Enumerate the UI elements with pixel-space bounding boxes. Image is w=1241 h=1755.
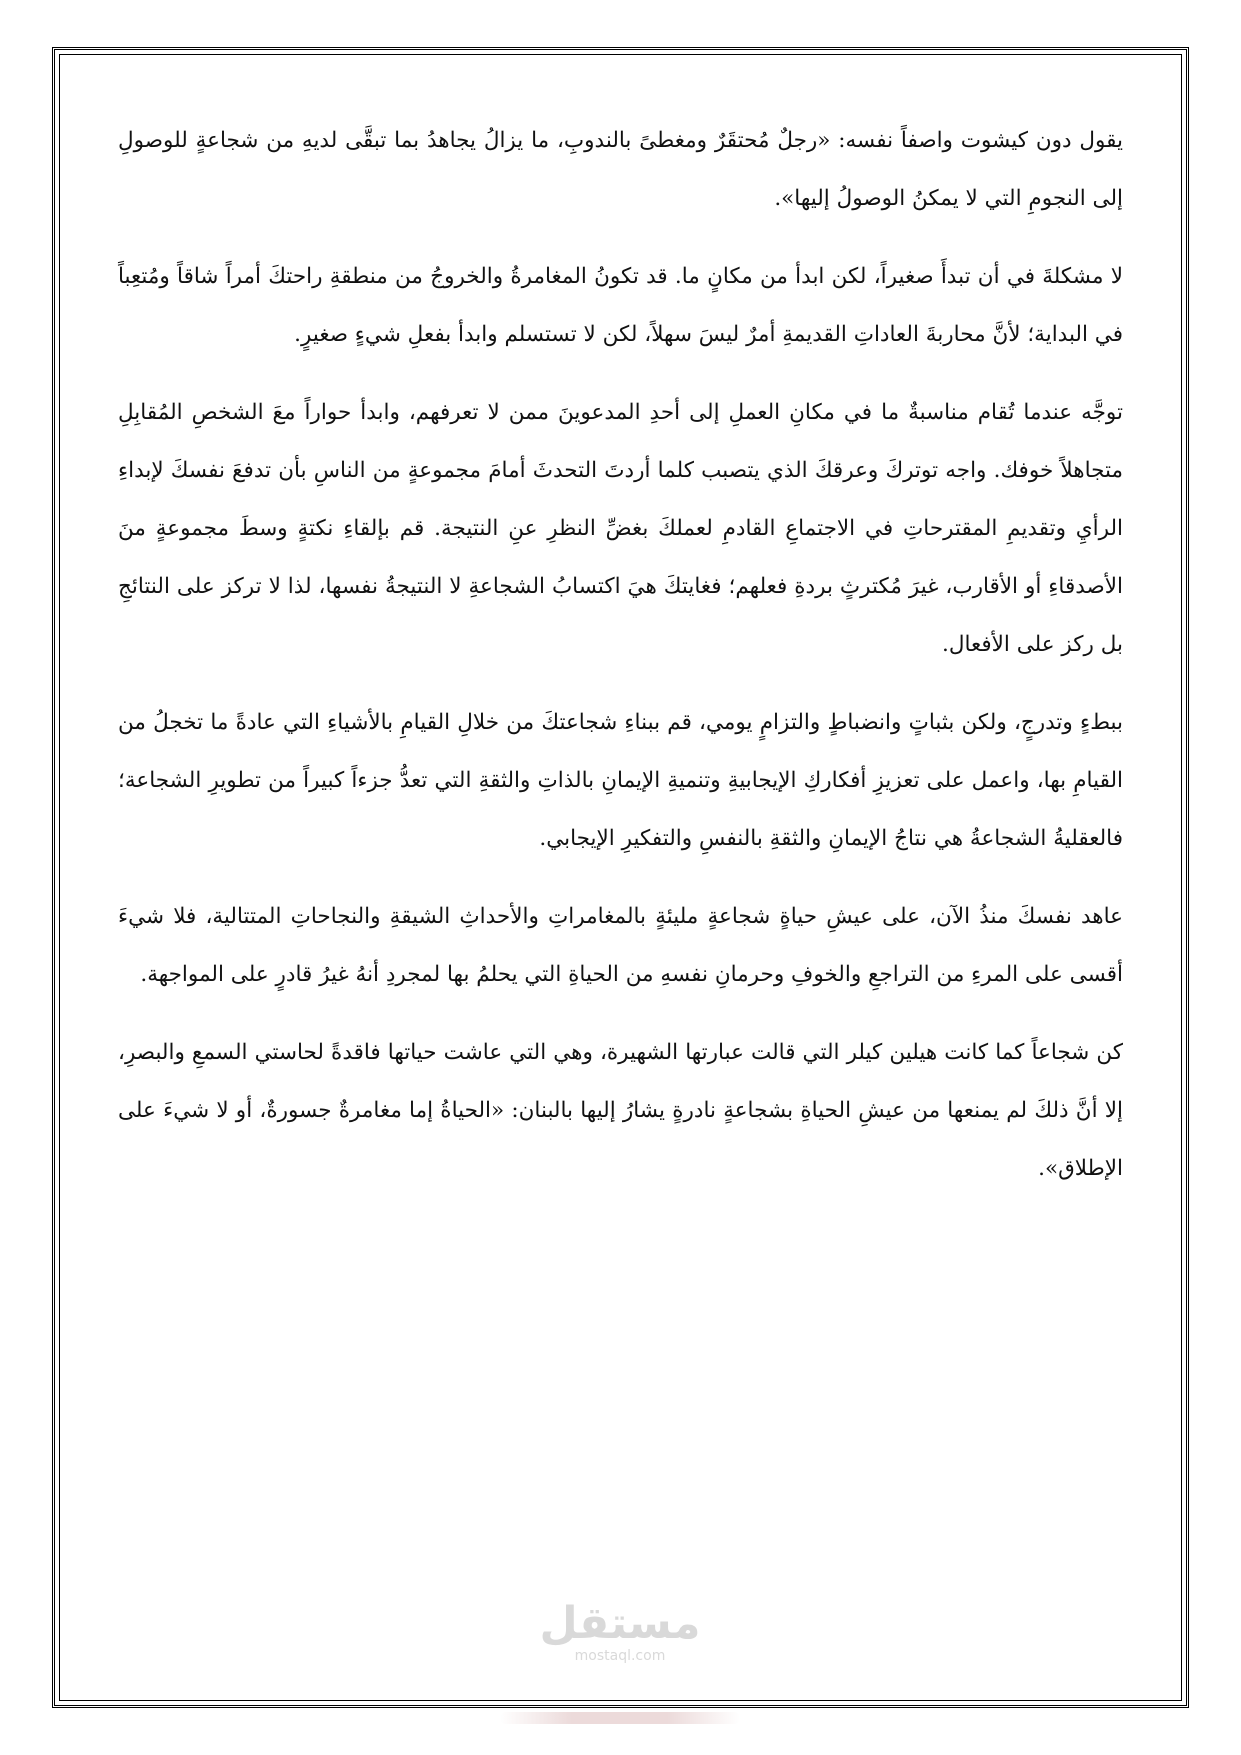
- paragraph-3: توجَّه عندما تُقام مناسبةٌ ما في مكانِ العملِ إلى أحدِ المدعوينَ ممن لا تعرفهم، وابدأ حواراً معَ الشخصِ المُقابِلِ متجاهلاً خوفك. واجه توتركَ وعرقكَ الذي يتصبب كلما أردتَ التحدثَ أمامَ مجموعةٍ من الناسِ بأن تدفعَ نفسكَ لإبداءِ الرأيِ وتقديمِ المقترحاتِ في الاجتماعِ القادمِ لعملكَ بغضِّ النظرِ عنِ النتيجة. قم بإلقاءِ نكتةٍ وسطَ مجموعةٍ منَ الأصدقاءِ أو الأقارب، غيرَ مُكترثٍ بردةِ فعلهم؛ فغايتكَ هيَ اكتسابُ الشجاعةِ لا النتيجةُ نفسها، لذا لا تركز على النتائجِ بل ركز على الأفعال.: [118, 400, 1123, 657]
- paragraph-4: ببطءٍ وتدرجٍ، ولكن بثباتٍ وانضباطٍ والتزامٍ يومي، قم ببناءِ شجاعتكَ من خلالِ القيامِ بالأشياءِ التي عادةً ما تخجلُ من القيامِ بها، واعمل على تعزيزِ أفكاركِ الإيجابيةِ وتنميةِ الإيمانِ بالذاتِ والثقةِ التي تعدُّ جزءاً كبيراً من تطويرِ الشجاعة؛ فالعقليةُ الشجاعةُ هي نتاجُ الإيمانِ والثقةِ بالنفسِ والتفكيرِ الإيجابي.: [118, 710, 1123, 851]
- watermark-main-text: مستقل: [539, 1598, 701, 1649]
- paragraph-6: كن شجاعاً كما كانت هيلين كيلر التي قالت عبارتها الشهيرة، وهي التي عاشت حياتها فاقدةً لحاستي السمعِ والبصرِ، إلا أنَّ ذلكَ لم يمنعها من عيشِ الحياةِ بشجاعةٍ نادرةٍ يشارُ إليها بالبنان: «الحياةُ إما مغامرةٌ جسورةٌ، أو لا شيءَ على الإطلاق».: [118, 1040, 1123, 1181]
- paragraph-2: لا مشكلةَ في أن تبدأَ صغيراً، لكن ابدأ من مكانٍ ما. قد تكونُ المغامرةُ والخروجُ من منطقةِ راحتكَ أمراً شاقاً ومُتعِباً في البداية؛ لأنَّ محاربةَ العاداتِ القديمةِ أمرٌ ليسَ سهلاً، لكن لا تستسلم وابدأ بفعلِ شيءٍ صغيرٍ.: [118, 264, 1123, 347]
- paragraph-5: عاهد نفسكَ منذُ الآن، على عيشِ حياةٍ شجاعةٍ مليئةٍ بالمغامراتِ والأحداثِ الشيقةِ والنجاحاتِ المتتالية، فلا شيءَ أقسى على المرءِ من التراجعِ والخوفِ وحرمانِ نفسهِ من الحياةِ التي يحلمُ بها لمجردِ أنهُ غيرُ قادرٍ على المواجهة.: [118, 904, 1123, 987]
- document-body: [118, 112, 1123, 1218]
- paragraph-1: يقول دون كيشوت واصفاً نفسه: «رجلٌ مُحتقَرٌ ومغطىً بالندوبِ، ما يزالُ يجاهدُ بما تبقَّى لديهِ من شجاعةٍ للوصولِ إلى النجومِ التي لا يمكنُ الوصولُ إليها».: [118, 128, 1123, 211]
- watermark-logo: [520, 1600, 720, 1664]
- watermark-sub-text: mostaql.com: [574, 1648, 666, 1664]
- bottom-smudge: [500, 1712, 740, 1724]
